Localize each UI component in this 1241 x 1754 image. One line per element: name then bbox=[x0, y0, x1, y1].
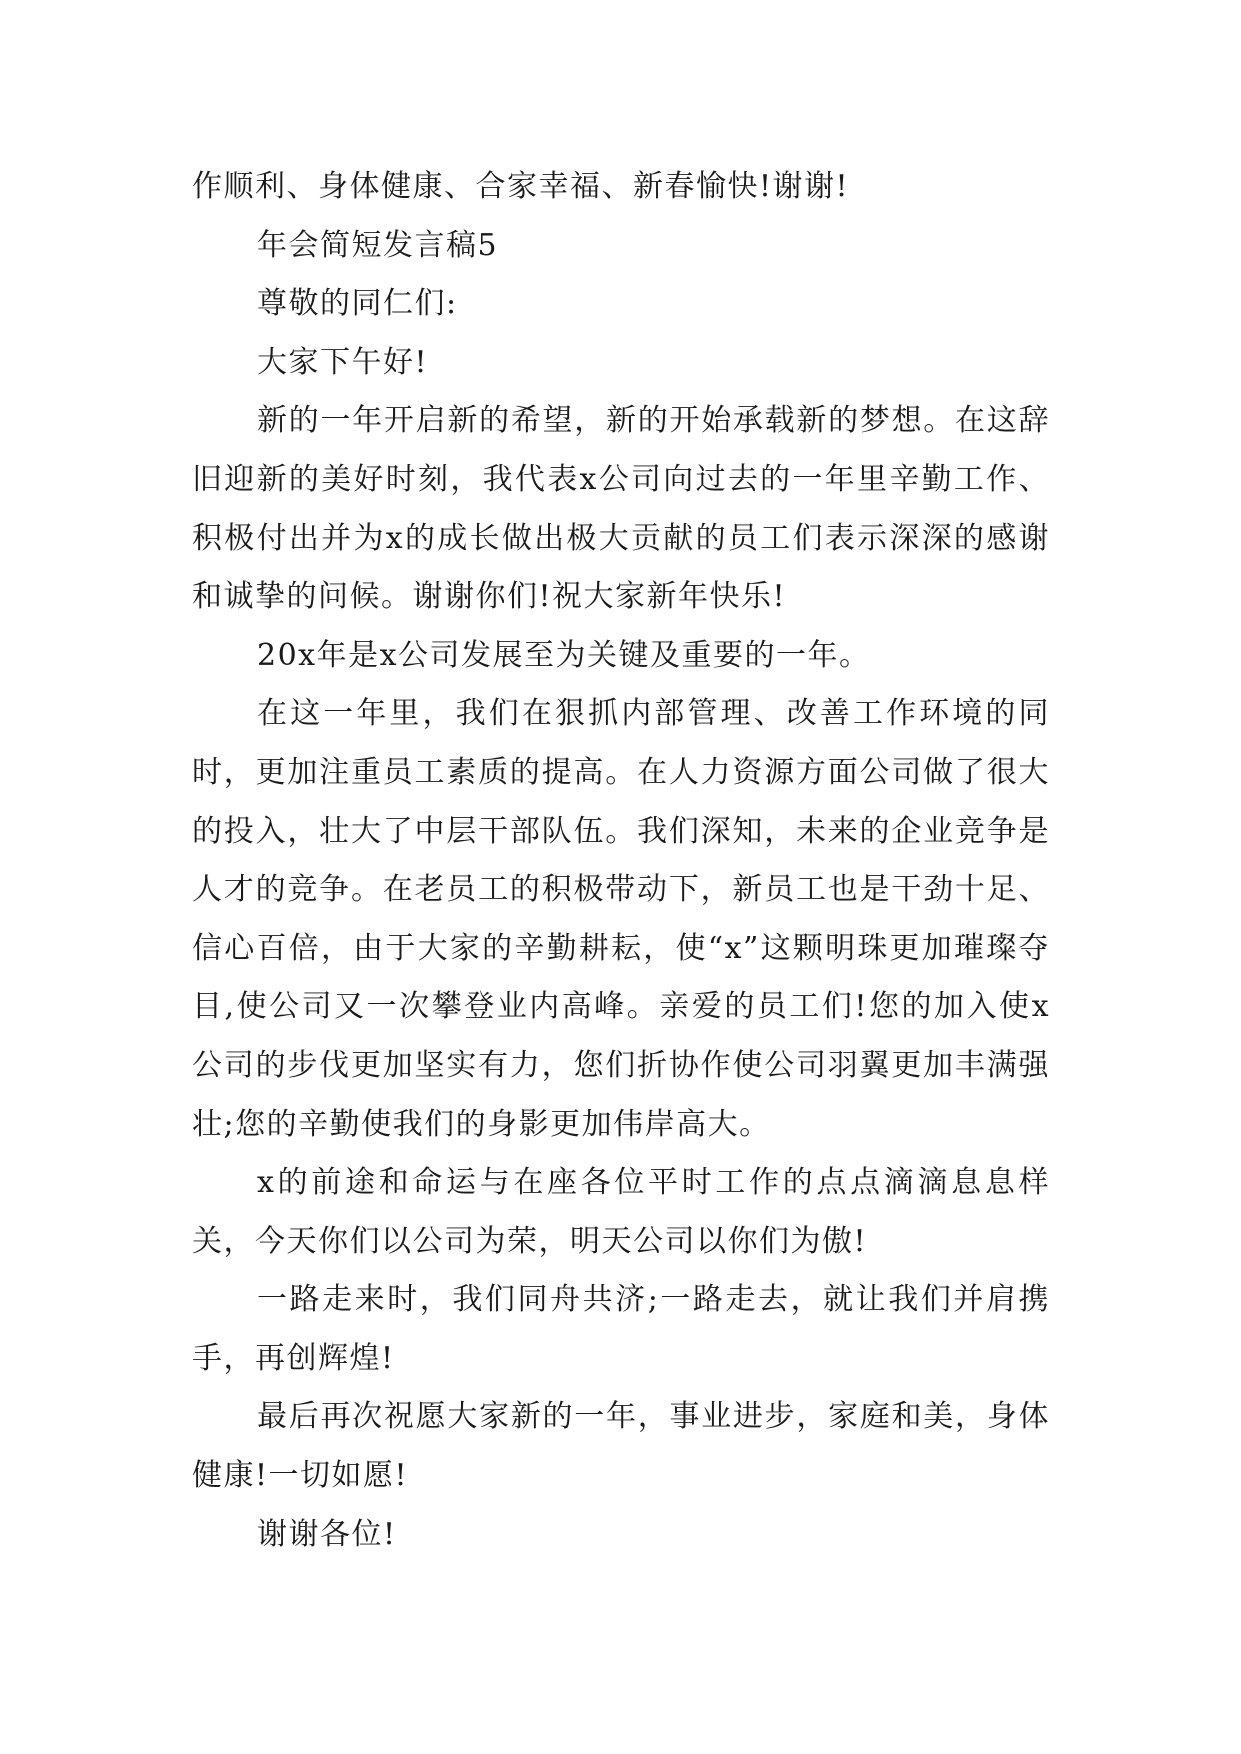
paragraph: 新的一年开启新的希望，新的开始承载新的梦想。在这辞旧迎新的美好时刻，我代表x公司向过去的一年里辛勤工作、积极付出并为x的成长做出极大贡献的员工们表示深深的感谢和诚挚的问候。谢谢你们!祝大家新年快乐! bbox=[192, 403, 1050, 615]
paragraph: 最后再次祝愿大家新的一年，事业进步，家庭和美，身体健康!一切如愿! bbox=[192, 1399, 1050, 1494]
closing: 谢谢各位! bbox=[257, 1516, 397, 1552]
section-title: 年会简短发言稿5 bbox=[257, 227, 499, 263]
paragraph: x的前途和命运与在座各位平时工作的点点滴滴息息样关，今天你们以公司为荣，明天公司以你们为傲! bbox=[192, 1165, 1050, 1259]
paragraph: 在这一年里，我们在狠抓内部管理、改善工作环境的同时，更加注重员工素质的提高。在人力资源方面公司做了很大的投入，壮大了中层干部队伍。我们深知，未来的企业竞争是人才的竞争。在老员工的积极带动下，新员工也是干劲十足、信心百倍，由于大家的辛勤耕耘，使“x”这颗明珠更加璀璨夺目,使公司又一次攀登业内高峰。亲爱的员工们!您的加入使x公司的步伐更加坚实有力，您们折协作使公司羽翼更加丰满强壮;您的辛勤使我们的身影更加伟岸高大。 bbox=[192, 696, 1050, 1142]
paragraph: 一路走来时，我们同舟共济;一路走去，就让我们并肩携手，再创辉煌! bbox=[192, 1282, 1050, 1376]
paragraph-continuation: 作顺利、身体健康、合家幸福、新春愉快!谢谢! bbox=[192, 169, 850, 204]
greeting: 大家下午好! bbox=[257, 344, 429, 380]
paragraph: 20x年是x公司发展至为关键及重要的一年。 bbox=[257, 637, 871, 673]
salutation: 尊敬的同仁们: bbox=[257, 286, 458, 322]
document-body bbox=[192, 158, 1050, 1564]
